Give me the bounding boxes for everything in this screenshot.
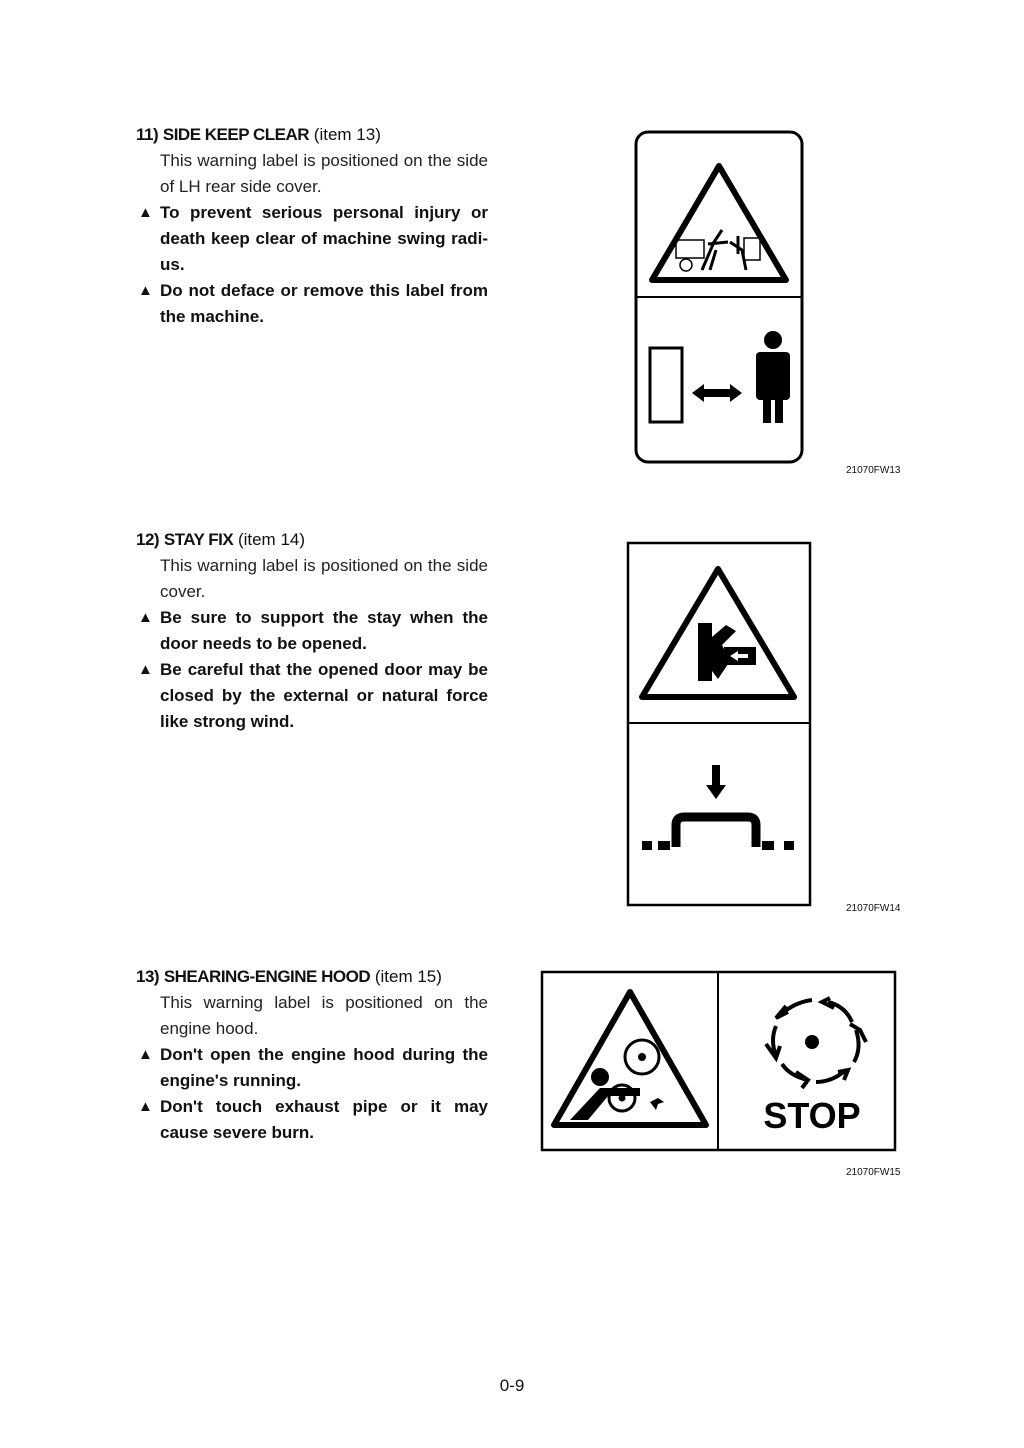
description: This warning label is positioned on the side of LH rear side cover.: [160, 151, 488, 196]
warning-text: Don't open the engine hood during the engine's running.: [160, 1045, 488, 1090]
item-ref: (item 13): [313, 125, 381, 144]
warning-text: Don't touch exhaust pipe or it may cause severe burn.: [160, 1097, 488, 1142]
warning: [136, 200, 488, 278]
section-side-keep-clear: [136, 122, 488, 330]
warning: [136, 1042, 488, 1094]
warning: [136, 605, 488, 657]
warning-triangle-icon: ▲: [138, 609, 153, 626]
warning-text: Do not deface or remove this label from the machine.: [160, 281, 488, 326]
section-stay-fix: [136, 527, 488, 735]
warning-triangle-icon: ▲: [138, 661, 153, 678]
warning-text: To prevent serious personal injury or death keep clear of machine swing radi-us.: [160, 203, 488, 274]
shearing-engine-hood-label: [540, 970, 897, 1152]
warning: [136, 278, 488, 330]
section-number: 11): [136, 125, 159, 144]
item-ref: (item 15): [374, 967, 442, 986]
warning: [136, 657, 488, 735]
item-ref: (item 14): [237, 530, 306, 549]
warning-triangle-icon: ▲: [138, 1098, 153, 1115]
stop-label-text: STOP: [763, 1095, 861, 1136]
center-dot-icon: [805, 1035, 819, 1049]
stay-fix-label: [626, 541, 812, 907]
warning-triangle-icon: ▲: [138, 282, 153, 299]
warning-text: Be careful that the opened door may be closed by the external or natural force like strong wind.: [160, 660, 488, 731]
warning: [136, 1094, 488, 1146]
description: This warning label is positioned on the side cover.: [160, 556, 488, 601]
section-heading: [136, 527, 488, 553]
section-title: SIDE KEEP CLEAR: [162, 125, 310, 144]
section-title: SHEARING-ENGINE HOOD: [163, 967, 371, 986]
warning-triangle-icon: ▲: [138, 204, 153, 221]
section-shearing-engine-hood: [136, 964, 488, 1146]
figure-code: 21070FW14: [846, 903, 901, 914]
page-number: 0-9: [499, 1376, 525, 1395]
warning-triangle-icon: ▲: [138, 1046, 153, 1063]
section-heading: [136, 122, 488, 148]
section-title: STAY FIX: [163, 530, 234, 549]
section-number: 13): [136, 967, 160, 986]
figure-code: 21070FW15: [846, 1167, 901, 1178]
figure-code: 21070FW13: [846, 465, 901, 476]
section-heading: [136, 964, 488, 990]
side-keep-clear-label: [634, 130, 804, 464]
section-number: 12): [136, 530, 160, 549]
description: This warning label is positioned on the engine hood.: [160, 993, 488, 1038]
warning-text: Be sure to support the stay when the door needs to be opened.: [160, 608, 488, 653]
